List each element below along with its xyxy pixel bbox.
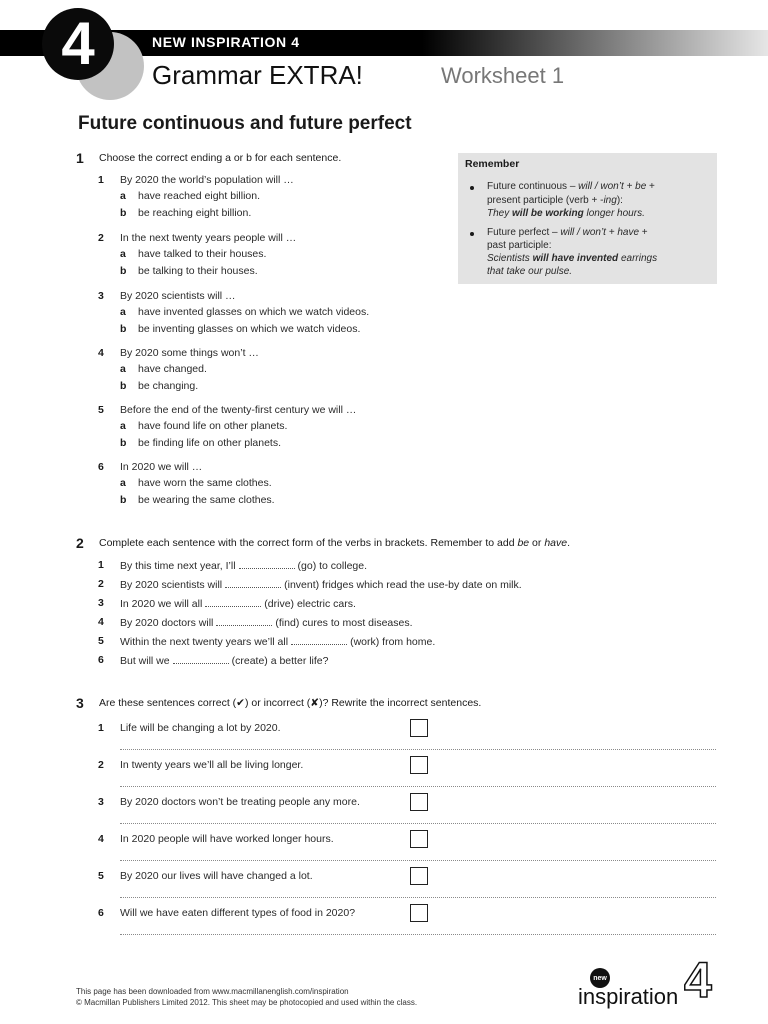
item-number: 5 [98,870,104,882]
option-a-text: have reached eight billion. [138,190,261,202]
item-number: 2 [98,232,104,244]
unit-number: 4 [61,10,95,77]
option-a-text: have worn the same clothes. [138,477,272,489]
bullet-dot [470,232,474,236]
option-a-label: a [120,420,126,432]
remember-box [458,153,717,284]
rewrite-line[interactable] [120,786,716,787]
gap-fill-sentence: But will we (create) a better life? [120,655,329,667]
gap-fill-sentence: In 2020 we will all (drive) electric cars. [120,598,356,610]
exercise-2-instruction: Complete each sentence with the correct form of the verbs in brackets. Remember to add be or have. [99,537,571,549]
item-stem: In the next twenty years people will … [120,232,297,244]
option-a-label: a [120,248,126,260]
option-b-label: b [120,437,127,449]
item-number: 6 [98,461,104,473]
item-number: 1 [98,174,104,186]
gap-fill-sentence: By this time next year, I’ll (go) to college. [120,560,368,572]
option-b-label: b [120,323,127,335]
remember-line: present participle (verb + -ing): [487,195,623,206]
item-sentence: By 2020 our lives will have changed a lot. [120,870,313,882]
remember-line: Future continuous – will / won’t + be + [487,181,655,192]
item-number: 3 [98,290,104,302]
item-number: 2 [98,759,104,771]
item-number: 1 [98,722,104,734]
exercise-1-instruction: Choose the correct ending a or b for each sentence. [99,152,342,164]
item-number: 3 [98,796,104,808]
option-b-text: be changing. [138,380,199,392]
item-number: 4 [98,347,104,359]
remember-line: past participle: [487,240,552,251]
exercise-3-instruction: Are these sentences correct (✔) or incorrect (✘)? Rewrite the incorrect sentences. [99,697,482,709]
exercise-2-number: 2 [76,535,84,551]
rewrite-line[interactable] [120,860,716,861]
item-sentence: By 2020 doctors won’t be treating people any more. [120,796,360,808]
item-stem: Before the end of the twenty-first century we will … [120,404,357,416]
item-number: 2 [98,578,104,590]
item-stem: By 2020 scientists will … [120,290,236,302]
worksheet-title: Worksheet 1 [441,63,565,88]
option-b-label: b [120,265,127,277]
answer-checkbox[interactable] [410,867,428,885]
answer-blank[interactable] [173,654,229,664]
option-a-text: have invented glasses on which we watch videos. [138,306,370,318]
option-a-label: a [120,477,126,489]
item-number: 1 [98,559,104,571]
item-stem: By 2020 the world’s population will … [120,174,294,186]
option-a-label: a [120,190,126,202]
section-title: Future continuous and future perfect [78,113,412,134]
item-stem: By 2020 some things won’t … [120,347,259,359]
answer-checkbox[interactable] [410,756,428,774]
item-sentence: In 2020 people will have worked longer hours. [120,833,334,845]
item-sentence: Life will be changing a lot by 2020. [120,722,281,734]
footer-download-note: This page has been downloaded from www.macmillanenglish.com/inspiration [76,987,349,996]
rewrite-line[interactable] [120,749,716,750]
item-number: 6 [98,654,104,666]
gap-fill-sentence: Within the next twenty years we’ll all (work) from home. [120,636,436,648]
remember-line: Future perfect – will / won’t + have + [487,227,648,238]
exercise-1-number: 1 [76,150,84,166]
option-a-label: a [120,306,126,318]
logo-number: 4 [684,952,712,1008]
answer-blank[interactable] [205,597,261,607]
remember-example: They will be working longer hours. [487,208,645,219]
answer-blank[interactable] [216,616,272,626]
item-sentence: Will we have eaten different types of food in 2020? [120,907,356,919]
answer-checkbox[interactable] [410,904,428,922]
footer-copyright: © Macmillan Publishers Limited 2012. This sheet may be photocopied and used within the class. [76,998,418,1007]
option-b-text: be talking to their houses. [138,265,258,277]
item-stem: In 2020 we will … [120,461,203,473]
option-b-label: b [120,380,127,392]
gap-fill-sentence: By 2020 doctors will (find) cures to most diseases. [120,617,413,629]
answer-blank[interactable] [225,578,281,588]
item-number: 5 [98,635,104,647]
item-number: 4 [98,616,104,628]
logo-wordmark: inspiration [578,984,679,1009]
option-a-label: a [120,363,126,375]
option-b-text: be finding life on other planets. [138,437,282,449]
option-b-text: be inventing glasses on which we watch videos. [138,323,361,335]
bullet-dot [470,186,474,190]
item-number: 6 [98,907,104,919]
rewrite-line[interactable] [120,823,716,824]
rewrite-line[interactable] [120,934,716,935]
option-b-label: b [120,207,127,219]
answer-blank[interactable] [239,559,295,569]
series-title: NEW INSPIRATION 4 [152,34,300,50]
logo-badge: new [590,968,610,988]
answer-checkbox[interactable] [410,793,428,811]
option-a-text: have changed. [138,363,207,375]
option-b-text: be reaching eight billion. [138,207,252,219]
remember-title: Remember [465,158,520,170]
rewrite-line[interactable] [120,897,716,898]
option-a-text: have found life on other planets. [138,420,288,432]
exercise-3-number: 3 [76,695,84,711]
item-sentence: In twenty years we’ll all be living longer. [120,759,304,771]
remember-example: Scientists will have invented earrings [487,253,658,264]
option-a-text: have talked to their houses. [138,248,267,260]
option-b-label: b [120,494,127,506]
item-number: 3 [98,597,104,609]
answer-checkbox[interactable] [410,830,428,848]
page-title: Grammar EXTRA! [152,60,363,90]
unit-number-badge [42,8,114,80]
remember-example: that take our pulse. [487,266,573,277]
gap-fill-sentence: By 2020 scientists will (invent) fridges which read the use-by date on milk. [120,579,522,591]
answer-checkbox[interactable] [410,719,428,737]
item-number: 4 [98,833,104,845]
option-b-text: be wearing the same clothes. [138,494,275,506]
answer-blank[interactable] [291,635,347,645]
item-number: 5 [98,404,104,416]
